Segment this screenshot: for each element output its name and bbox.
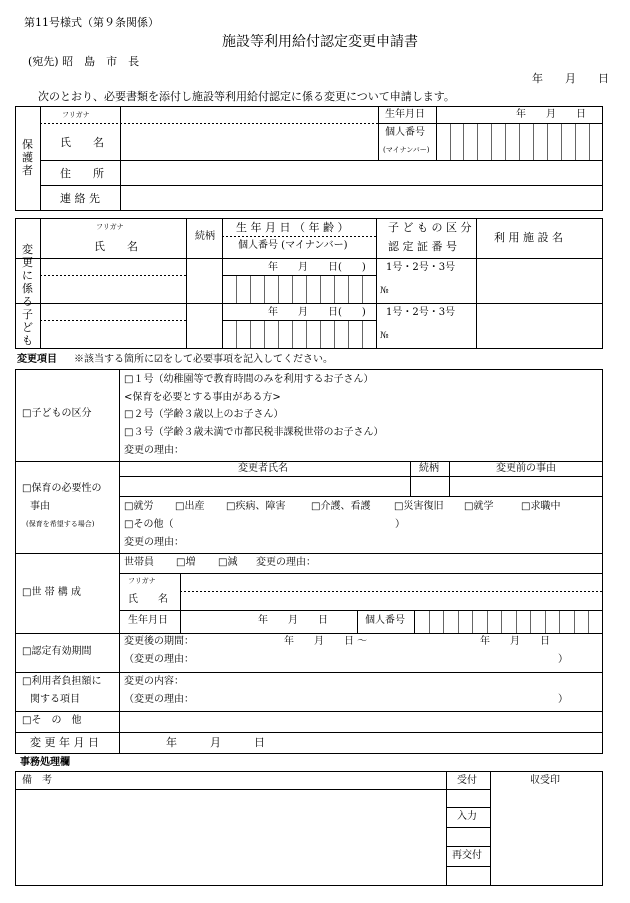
guardian-section-label: 保 護 者	[22, 138, 33, 177]
child2-birthdate[interactable]: 年 月 日( )	[268, 307, 366, 318]
household-birth-value[interactable]: 年 月 日	[258, 615, 328, 626]
child1-category[interactable]: 1号・2号・3号	[386, 262, 456, 273]
burden-label-2: 関する項目	[30, 694, 80, 705]
need-opt-birth[interactable]: □出産	[175, 501, 205, 512]
child-facility-label: 利 用 施 設 名	[494, 231, 563, 244]
guardian-birthdate-label: 生年月日	[385, 109, 425, 120]
need-other-close: ）	[395, 519, 405, 530]
guardian-name-field[interactable]	[121, 124, 378, 160]
period-reason[interactable]: （変更の理由：	[124, 654, 194, 665]
office-stamp: 収受印	[530, 775, 560, 786]
intro-text: 次のとおり、必要書類を添付し施設等利用給付認定に係る変更について申請します。	[38, 90, 455, 103]
category-need-label: <保育を必要とする事由がある方>	[124, 392, 281, 403]
period-from[interactable]: 年 月 日 〜	[284, 636, 368, 647]
child-name-label: 氏 名	[94, 240, 138, 253]
child-cert-label: 認 定 証 番 号	[388, 240, 457, 253]
need-col-relation: 続柄	[419, 463, 439, 474]
burden-content[interactable]: 変更の内容：	[124, 676, 184, 687]
child2-cert-no[interactable]: №	[380, 331, 389, 341]
need-opt-study[interactable]: □就学	[464, 501, 494, 512]
category-checkbox[interactable]: □子どもの区分	[22, 408, 92, 419]
category-opt3[interactable]: □３号（学齢３歳未満で市都民税非課税世帯のお子さん）	[124, 427, 384, 438]
burden-reason-close: ）	[558, 694, 568, 705]
need-label-2: 事由	[30, 501, 50, 512]
category-reason[interactable]: 変更の理由：	[124, 445, 184, 456]
office-remarks-field[interactable]	[16, 790, 446, 885]
need-checkbox[interactable]: □保育の必要性の	[22, 483, 102, 494]
guardian-contact-field[interactable]	[121, 186, 602, 210]
guardian-name-label: 氏 名	[60, 136, 104, 149]
household-id-label: 個人番号	[365, 615, 405, 626]
household-checkbox[interactable]: □世 帯 構 成	[22, 587, 81, 598]
change-items-note: ※該当する箇所に☑をして必要事項を記入してください。	[74, 354, 333, 365]
application-date[interactable]: 年 月 日	[532, 72, 609, 85]
guardian-furigana-label: フリガナ	[62, 111, 90, 119]
child-section-label: 変 更 に 係 る 子 ど も	[22, 243, 33, 347]
change-date-label: 変 更 年 月 日	[30, 736, 99, 749]
household-increase[interactable]: □増	[176, 557, 196, 568]
need-opt-work[interactable]: □就労	[124, 501, 154, 512]
household-reason[interactable]: 変更の理由：	[256, 557, 316, 568]
need-opt-illness[interactable]: □疾病、障害	[226, 501, 286, 512]
need-opt-other[interactable]: □その他（	[124, 519, 174, 530]
category-opt1[interactable]: □１号（幼稚園等で教育時間のみを利用するお子さん）	[124, 374, 374, 385]
household-furigana-label: フリガナ	[128, 577, 156, 585]
child-category-label: 子 ど も の 区 分	[388, 221, 472, 234]
other-field[interactable]	[120, 712, 602, 732]
child2-category[interactable]: 1号・2号・3号	[386, 307, 456, 318]
household-decrease[interactable]: □減	[218, 557, 238, 568]
addressee: (宛先) 昭 島 市 長	[28, 55, 140, 68]
guardian-id-sub: (マイナンバー)	[383, 146, 430, 154]
form-number: 第11号様式（第９条関係）	[24, 16, 159, 29]
period-checkbox[interactable]: □認定有効期間	[22, 646, 92, 657]
child1-birthdate[interactable]: 年 月 日( )	[268, 262, 366, 273]
guardian-id-label: 個人番号	[385, 127, 425, 138]
burden-checkbox[interactable]: □利用者負担額に	[22, 676, 102, 687]
need-sub: (保育を希望する場合)	[26, 520, 95, 528]
guardian-birthdate-value[interactable]: 年 月 日	[516, 109, 586, 120]
guardian-address-label: 住 所	[60, 167, 104, 180]
change-date-value[interactable]: 年 月 日	[166, 736, 265, 749]
period-reason-close: ）	[558, 654, 568, 665]
child-relation-label: 続柄	[195, 231, 215, 242]
household-member: 世帯員	[124, 557, 154, 568]
change-items-label: 変更項目	[17, 354, 57, 365]
child-birth-age-label: 生 年 月 日 （ 年 齢 ）	[236, 221, 349, 234]
need-col-prev: 変更前の事由	[496, 463, 556, 474]
need-opt-disaster[interactable]: □災害復旧	[394, 501, 444, 512]
guardian-address-field[interactable]	[121, 161, 602, 185]
child-id-label: 個人番号 (マイナンバー)	[238, 240, 348, 251]
office-title: 事務処理欄	[20, 757, 70, 768]
need-col-name: 変更者氏名	[238, 463, 288, 474]
office-received: 受付	[457, 775, 477, 786]
office-input: 入力	[457, 811, 477, 822]
category-opt2[interactable]: □２号（学齢３歳以上のお子さん）	[124, 409, 284, 420]
child1-cert-no[interactable]: №	[380, 286, 389, 296]
period-after-label: 変更後の期間：	[124, 636, 194, 647]
office-remarks: 備 考	[22, 775, 52, 786]
guardian-contact-label: 連 絡 先	[60, 192, 100, 205]
household-name-label: 氏 名	[128, 594, 168, 605]
burden-reason[interactable]: （変更の理由：	[124, 694, 194, 705]
need-opt-jobseek[interactable]: □求職中	[521, 501, 561, 512]
other-checkbox[interactable]: □そ の 他	[22, 715, 82, 726]
household-birth-label: 生年月日	[128, 615, 168, 626]
child-furigana-label: フリガナ	[96, 223, 124, 231]
need-reason[interactable]: 変更の理由：	[124, 537, 184, 548]
form-title: 施設等利用給付認定変更申請書	[222, 34, 418, 50]
need-opt-care[interactable]: □介護、看護	[311, 501, 371, 512]
period-to[interactable]: 年 月 日	[480, 636, 550, 647]
office-rereceived: 再交付	[452, 850, 482, 861]
